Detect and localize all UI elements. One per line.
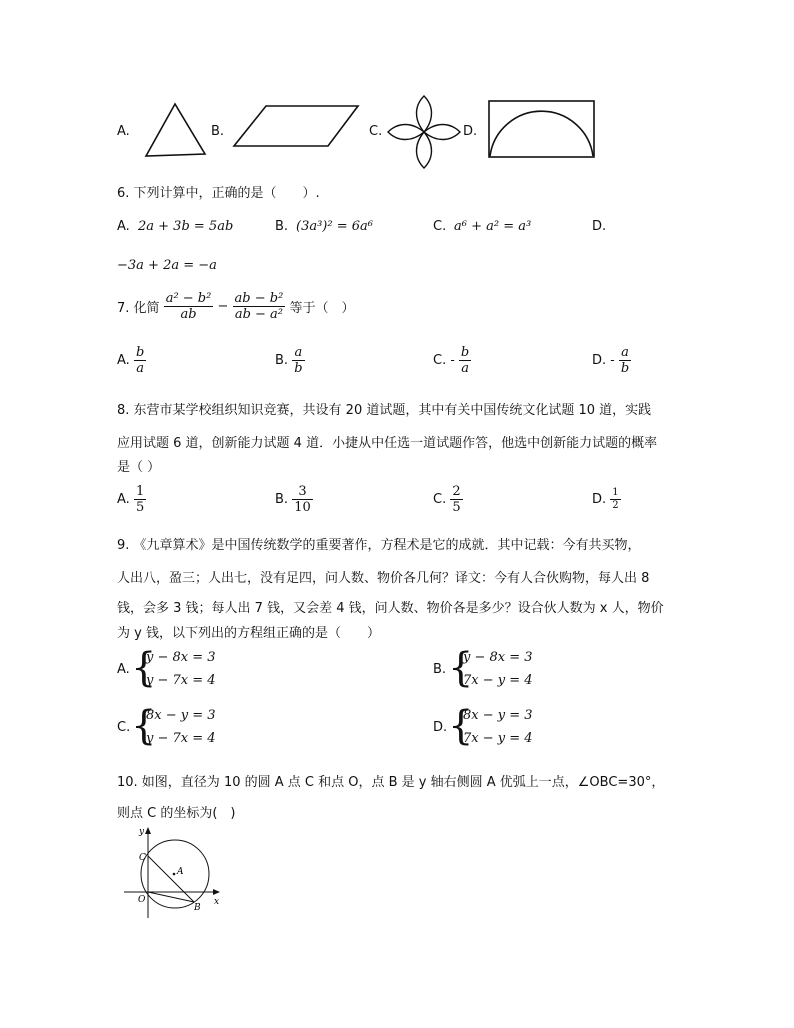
q10-line-2: 则点 C 的坐标为( ) (117, 806, 236, 821)
q8-option-a-fraction (134, 484, 146, 515)
q8-line-3: 是（ ） (117, 460, 161, 475)
q7-option-c-fraction (459, 345, 471, 376)
q7-option-c-label: C. (433, 353, 447, 368)
y-axis-arrow-icon (145, 827, 151, 834)
q9-option-a-eq1: y − 8x = 3 (146, 650, 216, 665)
q7-option-d-fraction (619, 345, 631, 376)
segment-ob (148, 892, 194, 902)
q8-option-b (275, 484, 313, 515)
q7-minus: − (217, 299, 229, 314)
q7-fraction-2-denominator: ab − a² (234, 307, 284, 322)
q6-stem: 6. 下列计算中，正确的是（ ）. (117, 186, 320, 201)
q8-option-a-denominator: 5 (135, 500, 145, 515)
q7-fraction-1-denominator: ab (180, 307, 197, 322)
q6-option-a-label: A. (117, 219, 130, 234)
q9-option-b-eq1: y − 8x = 3 (463, 650, 533, 665)
rectangle-shape (489, 101, 594, 157)
q6-option-b-expr: (3a³)² = 6a⁶ (296, 219, 373, 234)
q8-line-1: 8. 东营市某学校组织知识竞赛，共设有 20 道试题，其中有关中国传统文化试题 10 道，实践 (117, 403, 652, 418)
q8-option-b-denominator: 10 (294, 500, 311, 515)
q7-option-a-fraction (134, 345, 146, 376)
q9-option-a-brace: { (131, 645, 157, 691)
q9-option-c-label: C. (117, 720, 131, 735)
q7-option-a-denominator: a (136, 361, 144, 376)
point-c-label: C (139, 853, 146, 863)
q7-option-c-sign: - (450, 353, 455, 368)
q8-option-b-numerator: 3 (292, 484, 313, 500)
q8-option-b-label: B. (275, 492, 289, 507)
q9-option-d-eq2: 7x − y = 4 (463, 731, 533, 746)
point-b-label: B (194, 903, 201, 913)
q7-option-b-fraction (292, 345, 304, 376)
q10-line-1: 10. 如图，直径为 10 的圆 A 点 C 和点 O，点 B 是 y 轴右侧圆 A 优弧上一点，∠OBC=30°， (117, 775, 665, 790)
x-axis-label: x (214, 897, 220, 907)
q5-option-d-label: D. (463, 124, 478, 139)
q7-option-d (592, 345, 631, 376)
q7-option-d-numerator: a (619, 345, 631, 361)
q7-option-c-denominator: a (461, 361, 469, 376)
flower-shape (388, 96, 460, 168)
q8-line-2: 应用试题 6 道，创新能力试题 4 道．小捷从中任选一道试题作答，他选中创新能力试题的概率 (117, 436, 658, 451)
q9-option-c-eq2: y − 7x = 4 (146, 731, 216, 746)
q9-option-d-eq1: 8x − y = 3 (463, 708, 533, 723)
q9-line-1: 9. 《九章算术》是中国传统数学的重要著作，方程术是它的成就．其中记载：今有共买物， (117, 538, 641, 553)
q7-option-d-sign: - (610, 353, 615, 368)
q8-option-d (592, 487, 621, 512)
q7-option-b-numerator: a (292, 345, 304, 361)
q7-fraction-2 (233, 291, 286, 322)
q5-flower-figure (384, 94, 464, 170)
point-a-label: A (177, 867, 184, 877)
q5-parallelogram-figure (230, 102, 365, 152)
q6-option-d-label: D. (592, 219, 607, 234)
q7-option-a-label: A. (117, 353, 130, 368)
q8-option-a-label: A. (117, 492, 130, 507)
q7-fraction-1 (164, 291, 214, 322)
q8-option-b-fraction (292, 484, 313, 515)
q9-option-c-brace: { (131, 703, 157, 749)
q5-option-b-label: B. (211, 124, 225, 139)
y-axis-label: y (139, 827, 145, 837)
q8-option-a-numerator: 1 (135, 484, 145, 499)
segment-cb (148, 856, 194, 902)
triangle-shape (146, 104, 205, 156)
q5-triangle-figure (140, 100, 210, 160)
q9-line-2: 人出八，盈三；人出七，没有足四，问人数、物价各几何？译文：今有人合伙购物，每人出 8 (117, 571, 650, 586)
q8-option-d-label: D. (592, 492, 607, 507)
point-o-label: O (138, 895, 146, 905)
q7-option-d-label: D. (592, 353, 607, 368)
q9-line-3: 钱，会多 3 钱；每人出 7 钱，又会差 4 钱，问人数、物价各是多少？设合伙人数为 x 人，物价 (117, 601, 664, 616)
q9-option-a-eq2: y − 7x = 4 (146, 673, 216, 688)
q7-option-d-denominator: b (620, 361, 630, 376)
q9-option-a-label: A. (117, 662, 130, 677)
q7-fraction-1-numerator: a² − b² (165, 291, 212, 306)
q8-option-c-fraction (450, 484, 462, 515)
q7-option-c (433, 345, 471, 376)
q7-option-c-numerator: b (460, 345, 470, 360)
q9-option-b-brace: { (448, 645, 474, 691)
center-point-a (173, 873, 176, 876)
q6-option-a-expr: 2a + 3b = 5ab (138, 219, 234, 234)
q9-option-c-eq1: 8x − y = 3 (146, 708, 216, 723)
x-axis-arrow-icon (213, 889, 220, 895)
q8-option-a (117, 484, 146, 515)
q7-option-b-label: B. (275, 353, 289, 368)
q5-option-a-label: A. (117, 124, 130, 139)
q9-option-d-brace: { (448, 703, 474, 749)
q7-option-a (117, 345, 146, 376)
q8-option-c (433, 484, 463, 515)
q5-semicircle-figure (486, 98, 598, 162)
q9-option-d-label: D. (433, 720, 448, 735)
q9-option-b-label: B. (433, 662, 447, 677)
q7-option-a-numerator: b (135, 345, 145, 360)
q8-option-d-numerator: 1 (612, 487, 619, 498)
q8-option-d-fraction (610, 487, 620, 512)
q6-option-b-label: B. (275, 219, 289, 234)
q8-option-c-label: C. (433, 492, 447, 507)
q10-circle-figure (112, 822, 227, 922)
q6-option-d-expr: −3a + 2a = −a (117, 258, 217, 273)
q7-stem-prefix: 7. 化简 (117, 301, 160, 316)
q7-fraction-2-numerator: ab − b² (234, 291, 284, 306)
q9-option-b-eq2: 7x − y = 4 (463, 673, 533, 688)
q6-option-c-expr: a⁶ + a² = a³ (454, 219, 532, 234)
semicircle-shape (490, 111, 593, 156)
q7-option-b-denominator: b (294, 361, 303, 376)
q6-option-c-label: C. (433, 219, 447, 234)
q9-line-4: 为 y 钱，以下列出的方程组正确的是（ ） (117, 626, 380, 641)
q8-option-c-numerator: 2 (452, 484, 461, 499)
q7-stem (117, 291, 354, 322)
q8-option-d-denominator: 2 (612, 500, 619, 511)
q7-stem-suffix: 等于（ ） (289, 301, 355, 316)
parallelogram-shape (234, 106, 358, 146)
q8-option-c-denominator: 5 (452, 500, 461, 515)
q5-option-c-label: C. (369, 124, 383, 139)
q7-option-b (275, 345, 305, 376)
